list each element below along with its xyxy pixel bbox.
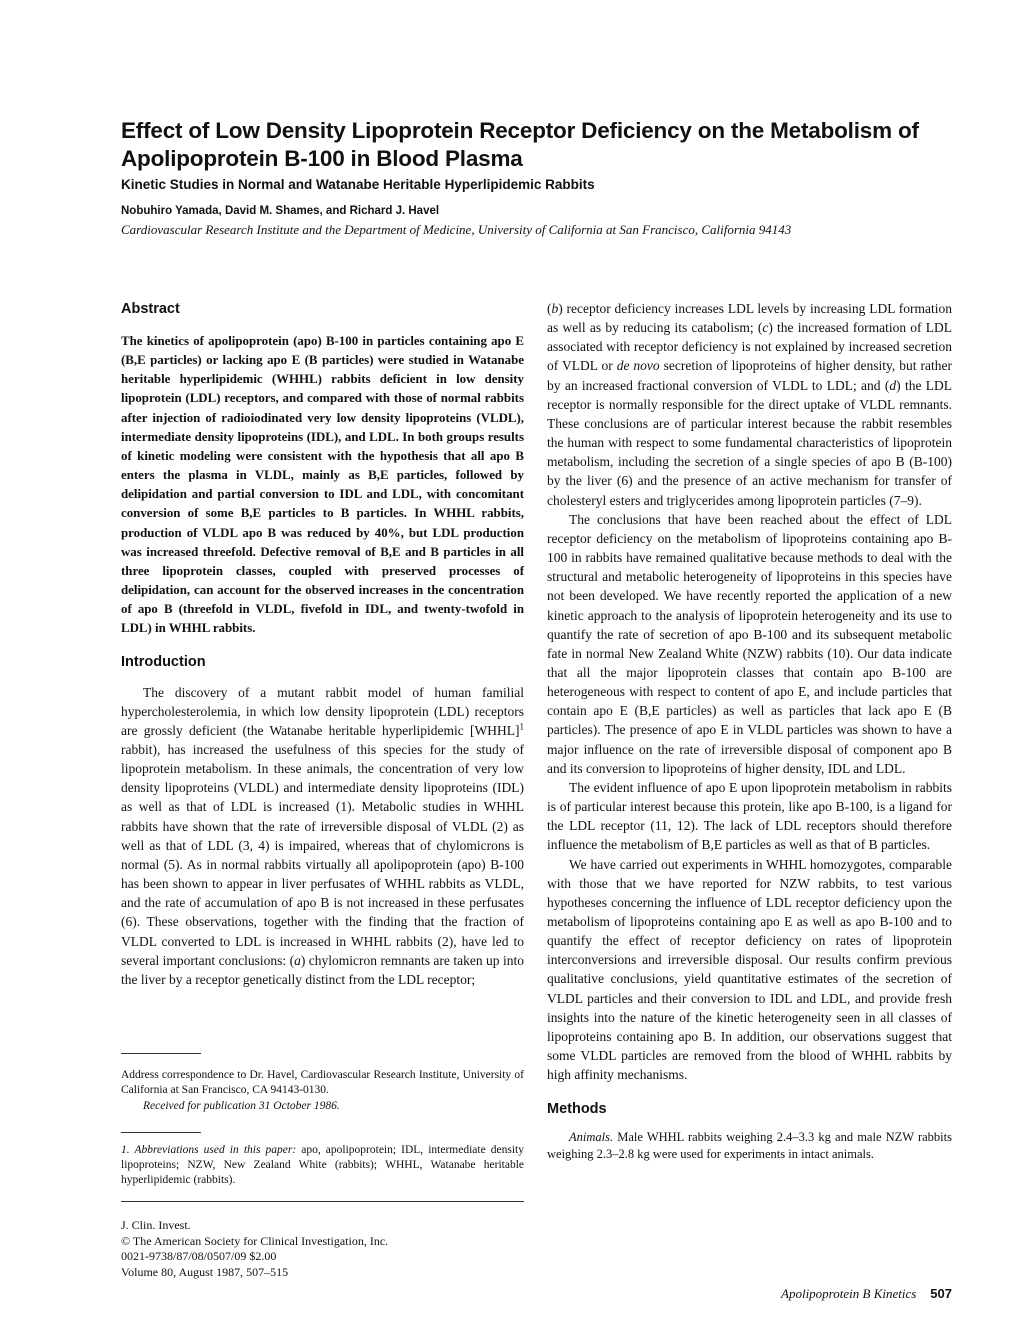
methods-heading: Methods [547, 1101, 607, 1118]
journal-rule [121, 1201, 524, 1202]
correspondence-address: Address correspondence to Dr. Havel, Cardiovascular Research Institute, University of California at San Francisco, CA 94143-0130. [121, 1069, 524, 1097]
intro-continuation-paragraph: (b) receptor deficiency increases LDL levels by increasing LDL formation as well as by reducing its catabolism; (c) the increased formation of LDL associated with receptor deficiency is not explained by increased secretion of VLDL or de novo secretion of lipoproteins of higher density, but rather by an increased fractional conversion of VLDL to LDL; and (d) the LDL receptor is normally responsible for the direct uptake of VLDL remnants. These conclusions are of particular interest because the rabbit resembles the human with respect to some fundamental characteristics of lipoprotein metabolism, including the secretion of a single species of apo B (B-100) by the liver (6) and the presence of an active mechanism for transfer of cholesteryl esters and triglycerides among lipoprotein particles (7–9). [547, 301, 953, 508]
enum-marker: b [551, 301, 559, 316]
footnote-rule [121, 1053, 201, 1054]
volume-info: Volume 80, August 1987, 507–515 [121, 1264, 289, 1279]
enum-marker: a [294, 952, 301, 968]
intro-text-part: ) receptor deficiency increases LDL levels by increasing LDL formation as well as by reducing its catabolism; ( [547, 301, 952, 336]
journal-name: J. Clin. Invest. [121, 1218, 191, 1232]
journal-info [121, 1218, 524, 1280]
animals-paragraph [547, 1129, 952, 1163]
abstract-heading: Abstract [121, 301, 180, 317]
intro-paragraph-3: The evident influence of apo E upon lipoprotein metabolism in rabbits is of particular interest because this protein, like apo B-100, is a ligand for the LDL receptor (11, 12). The lack of LDL receptors should therefore influence the metabolism of B,E particles as well as that of B particles. [547, 779, 952, 853]
intro-text-part: The discovery of a mutant rabbit model of human familial hypercholesterolemia, in which low density lipoprotein (LDL) receptors are grossly deficient (the Watanabe heritable hyperlipidemic [WHHL] [121, 684, 524, 738]
intro-text-part: rabbit), has increased the usefulness of this species for the study of lipoprotein metabolism. In these animals, the concentration of very low density lipoproteins (VLDL) and intermediate density lipoproteins (IDL) as well as that of LDL is increased (1). Metabolic studies in WHHL rabbits have shown that the rate of irreversible disposal of VLDL (2) as well as that of LDL (3, 4) is impaired, whereas that of chylomicrons is normal (5). As in normal rabbits virtually all apolipoprotein (apo) B-100 has been shown to appear in liver perfusates of WHHL rabbits as VLDL, and the rate of accumulation of apo B is not increased in these perfusates (6). These observations, together with the finding that the fraction of VLDL converted to LDL is increased in WHHL rabbits (2), have led to several important conclusions: ( [121, 741, 524, 968]
running-title: Apolipoprotein B Kinetics [781, 1286, 917, 1301]
abbreviations-label: 1. Abbreviations used in this paper: [121, 1143, 297, 1156]
article-title: Effect of Low Density Lipoprotein Receptor Deficiency on the Metabolism of Apolipoprotein B-100 in Blood Plasma [121, 118, 919, 171]
abstract-text: The kinetics of apolipoprotein (apo) B-100 in particles containing apo E (B,E particles) or lacking apo E (B particles) were studied in Watanabe heritable hyperlipidemic (WHHL) rabbits deficient in low density lipoprotein (LDL) receptors, and compared with those of normal rabbits after injection of radioiodinated very low density lipoproteins (VLDL), intermediate density lipoproteins (IDL), and LDL. In both groups results of kinetic modeling were consistent with the hypothesis that all apo B enters the plasma in VLDL, mainly as B,E particles, followed by delipidation and partial conversion to IDL and LDL, with concomitant conversion of some B,E particles to B particles. In WHHL rabbits, production of VLDL apo B was reduced by 40%, but LDL production was increased threefold. Defective removal of B,E and B particles in all three lipoprotein classes, coupled with preserved processes of delipidation, can account for the observed increases in the concentration of apo B (threefold in VLDL, fivefold in IDL, and twenty-twofold in LDL) in WHHL rabbits. [121, 334, 524, 636]
intro-text-part: ) chylomicron remnants are taken up into the liver by a receptor genetically distinct from the LDL receptor; [121, 952, 524, 987]
page-number: 507 [930, 1286, 952, 1301]
author-list: Nobuhiro Yamada, David M. Shames, and Richard J. Havel [121, 205, 440, 217]
left-column [121, 299, 524, 989]
abbreviations-footnote [121, 1143, 524, 1189]
enum-marker: c [762, 320, 769, 336]
animals-label: Animals. [569, 1130, 614, 1145]
received-date [121, 1099, 524, 1114]
de-novo-term: de novo [616, 358, 660, 374]
introduction-paragraph [121, 683, 524, 990]
right-column [547, 299, 952, 1163]
intro-text-part: ) the LDL receptor is normally responsible for the direct uptake of VLDL remnants. These conclusions are of particular interest because the rabbit resembles the human with respect to some fundamental characteristics of lipoprotein metabolism, including the secretion of a single species of apo B (B-100) by the liver (6) and the presence of an active mechanism for transfer of cholesteryl esters and triglycerides among lipoprotein particles (7–9). [547, 377, 953, 508]
intro-paragraph-4: We have carried out experiments in WHHL homozygotes, comparable with those that we have reported for NZW rabbits, to test various hypotheses concerning the influence of LDL receptor deficiency upon the metabolism of lipoproteins containing apo E as well as apo B-100 and to quantify the effect of receptor deficiency on rates of lipoprotein interconversions and irreversible disposal. Our results confirm previous qualitative conclusions, yield quantitative estimates of the secretion of VLDL particles and their conversion to IDL and LDL, and provide fresh insights into the nature of the kinetic heterogeneity seen in all classes of lipoproteins containing apo B. In addition, our observations suggest that some VLDL particles are removed from the blood of WHHL rabbits by high affinity mechanisms. [547, 856, 952, 1083]
received-text: Received for publication 31 October 1986. [143, 1099, 340, 1112]
abbreviations-text: apo, apolipoprotein; IDL, intermediate density lipoproteins; NZW, New Zealand White (rabbits); WHHL, Watanabe heritable hyperlipidemic (rabbits). [121, 1143, 524, 1187]
enum-marker: d [889, 377, 897, 393]
journal-code: 0021-9738/87/08/0507/09 $2.00 [121, 1249, 277, 1263]
animals-text: Male WHHL rabbits weighing 2.4–3.3 kg and male NZW rabbits weighing 2.3–2.8 kg were used for experiments in intact animals. [547, 1130, 952, 1162]
copyright: © The American Society for Clinical Investigation, Inc. [121, 1233, 389, 1248]
running-head [757, 1286, 952, 1302]
introduction-heading: Introduction [121, 653, 206, 670]
intro-text-part: secretion of lipoproteins of higher density, but rather by an increased fractional conversion of VLDL to LDL; and ( [547, 358, 952, 393]
footnotes [121, 1053, 524, 1202]
footnote-rule [121, 1132, 201, 1133]
article-subtitle: Kinetic Studies in Normal and Watanabe Heritable Hyperlipidemic Rabbits [121, 177, 595, 192]
intro-text-part: ) the increased formation of LDL associated with receptor deficiency is not explained by increased secretion of VLDL or [547, 320, 952, 374]
footnote-marker[interactable]: 1 [519, 721, 524, 732]
intro-paragraph-2: The conclusions that have been reached about the effect of LDL receptor deficiency on the metabolism of lipoproteins containing apo B-100 in rabbits have remained qualitative because methods to deal with the structural and metabolic heterogeneity of lipoproteins in this species have not been developed. We have recently reported the application of a new kinetic approach to the analysis of lipoprotein heterogeneity and its use to quantify the rate of secretion of apo B-100 and its subsequent metabolic fate in normal New Zealand White (NZW) rabbits (10). Our data indicate that all the major lipoprotein classes that contain apo B-100 are heterogeneous with respect to content of apo E, and include particles that contain apo E (B,E particles) as well as particles that lack apo E (B particles). The presence of apo E in VLDL particles was shown to have a major influence on the rate of irreversible disposal of component apo B and its conversion to lipoproteins of higher density, IDL and LDL. [547, 511, 952, 776]
author-affiliation: Cardiovascular Research Institute and the Department of Medicine, University of California at San Francisco, California 94143 [121, 222, 792, 237]
